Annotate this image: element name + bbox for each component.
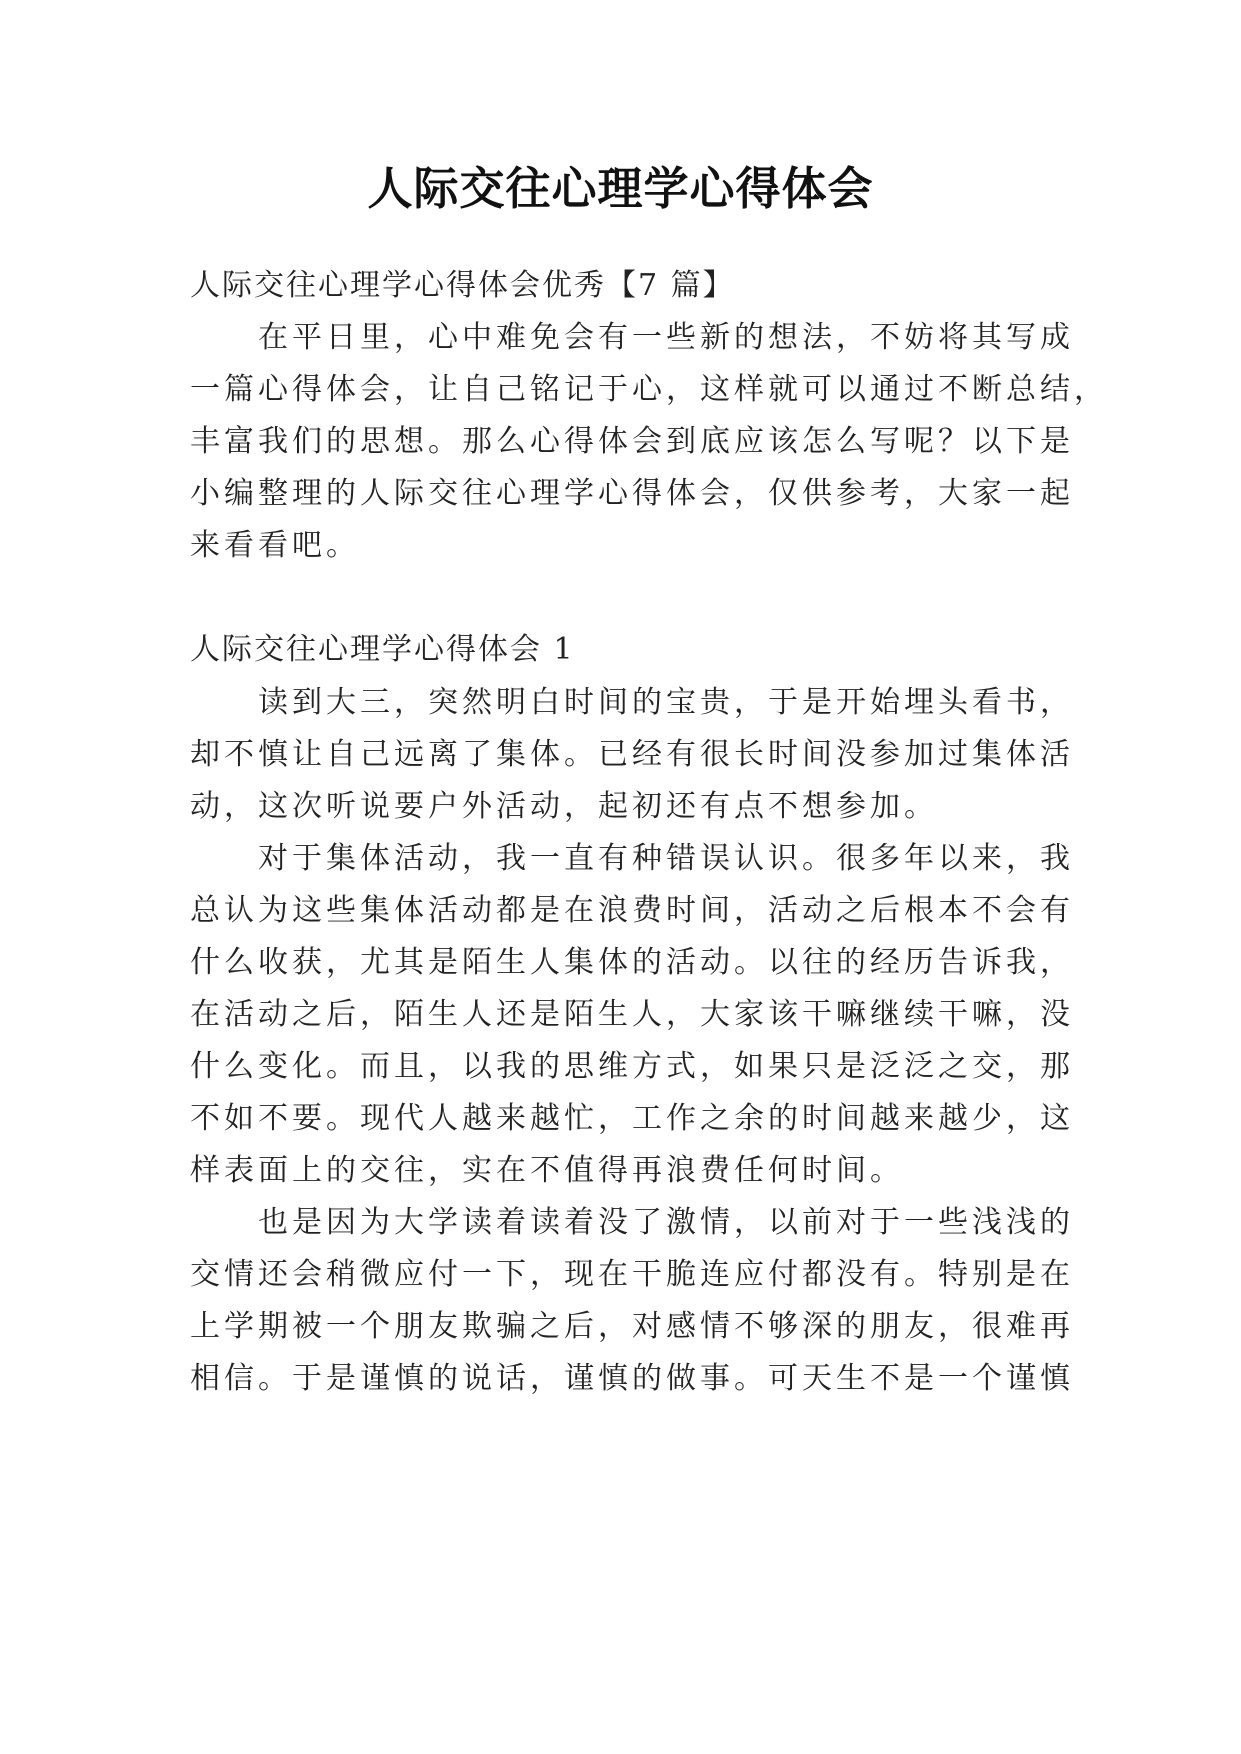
paragraph-line: 交情还会稍微应付一下，现在干脆连应付都没有。特别是在 — [190, 1257, 1074, 1292]
paragraph-line: 样表面上的交往，实在不值得再浪费任何时间。 — [190, 1153, 904, 1188]
paragraph-line: 什么变化。而且，以我的思维方式，如果只是泛泛之交，那 — [190, 1049, 1074, 1084]
document-subtitle: 人际交往心理学心得体会优秀【7 篇】 — [190, 268, 735, 303]
paragraph-line: 却不慎让自己远离了集体。已经有很长时间没参加过集体活 — [190, 737, 1074, 772]
paragraph-line: 相信。于是谨慎的说话，谨慎的做事。可天生不是一个谨慎 — [190, 1361, 1074, 1396]
paragraph-line: 读到大三，突然明白时间的宝贵，于是开始埋头看书， — [258, 685, 1074, 720]
paragraph-line: 什么收获，尤其是陌生人集体的活动。以往的经历告诉我， — [190, 945, 1074, 980]
section-heading: 人际交往心理学心得体会 1 — [190, 632, 575, 667]
intro-line: 来看看吧。 — [190, 528, 360, 563]
paragraph-line: 总认为这些集体活动都是在浪费时间，活动之后根本不会有 — [190, 893, 1074, 928]
paragraph-line: 动，这次听说要户外活动，起初还有点不想参加。 — [190, 789, 938, 824]
paragraph-line: 也是因为大学读着读着没了激情，以前对于一些浅浅的 — [258, 1205, 1074, 1240]
paragraph-line: 上学期被一个朋友欺骗之后，对感情不够深的朋友，很难再 — [190, 1309, 1074, 1344]
intro-line: 丰富我们的思想。那么心得体会到底应该怎么写呢？以下是 — [190, 424, 1074, 459]
paragraph-line: 不如不要。现代人越来越忙，工作之余的时间越来越少，这 — [190, 1101, 1074, 1136]
intro-line: 小编整理的人际交往心理学心得体会，仅供参考，大家一起 — [190, 476, 1074, 511]
page-title: 人际交往心理学心得体会 — [367, 162, 874, 215]
paragraph-line: 对于集体活动，我一直有种错误认识。很多年以来，我 — [258, 841, 1074, 876]
paragraph-line: 在活动之后，陌生人还是陌生人，大家该干嘛继续干嘛，没 — [190, 997, 1074, 1032]
intro-line: 在平日里，心中难免会有一些新的想法，不妨将其写成 — [258, 320, 1074, 355]
intro-line: 一篇心得体会，让自己铭记于心，这样就可以通过不断总结， — [190, 372, 1108, 407]
